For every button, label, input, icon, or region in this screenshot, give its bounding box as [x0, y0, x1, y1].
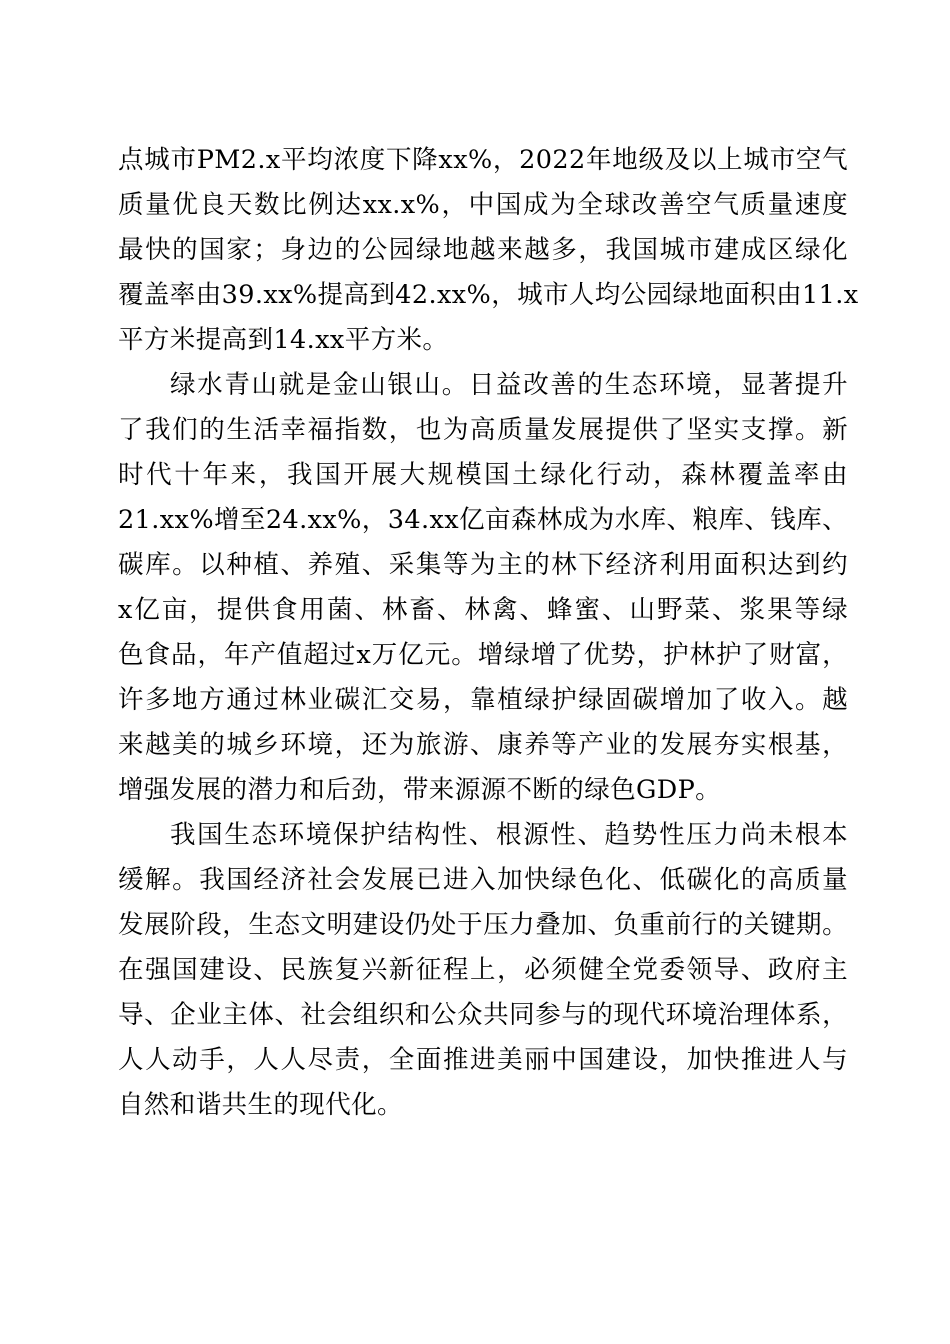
- text-line: 质量优良天数比例达xx.x%，中国成为全球改善空气质量速度: [118, 190, 848, 220]
- text-line: 我国生态环境保护结构性、根源性、趋势性压力尚未根本: [170, 820, 848, 850]
- text-line: 覆盖率由39.xx%提高到42.xx%，城市人均公园绿地面积由11.x: [118, 280, 859, 310]
- text-line: 点城市PM2.x平均浓度下降xx%，2022年地级及以上城市空气: [118, 145, 848, 175]
- text-line: 导、企业主体、社会组织和公众共同参与的现代环境治理体系，: [118, 1000, 848, 1030]
- text-line: 增强发展的潜力和后劲，带来源源不断的绿色GDP。: [118, 775, 722, 805]
- text-line: 色食品，年产值超过x万亿元。增绿增了优势，护林护了财富，: [118, 640, 848, 670]
- text-line: 发展阶段，生态文明建设仍处于压力叠加、负重前行的关键期。: [118, 910, 848, 940]
- text-line: 自然和谐共生的现代化。: [118, 1090, 403, 1120]
- text-line: 来越美的城乡环境，还为旅游、康养等产业的发展夯实根基，: [118, 730, 848, 760]
- text-line: 在强国建设、民族复兴新征程上，必须健全党委领导、政府主: [118, 955, 848, 985]
- text-line: 人人动手，人人尽责，全面推进美丽中国建设，加快推进人与: [118, 1045, 848, 1075]
- text-line: 碳库。以种植、养殖、采集等为主的林下经济利用面积达到约: [118, 550, 848, 580]
- text-line: 缓解。我国经济社会发展已进入加快绿色化、低碳化的高质量: [118, 865, 848, 895]
- text-line: x亿亩，提供食用菌、林畜、林禽、蜂蜜、山野菜、浆果等绿: [118, 595, 848, 625]
- text-line: 绿水青山就是金山银山。日益改善的生态环境，显著提升: [170, 370, 848, 400]
- text-line: 时代十年来，我国开展大规模国土绿化行动，森林覆盖率由: [118, 460, 848, 490]
- text-line: 最快的国家；身边的公园绿地越来越多，我国城市建成区绿化: [118, 235, 848, 265]
- text-line: 平方米提高到14.xx平方米。: [118, 325, 449, 355]
- text-line: 21.xx%增至24.xx%，34.xx亿亩森林成为水库、粮库、钱库、: [118, 505, 848, 535]
- text-line: 了我们的生活幸福指数，也为高质量发展提供了坚实支撑。新: [118, 415, 848, 445]
- text-line: 许多地方通过林业碳汇交易，靠植绿护绿固碳增加了收入。越: [118, 685, 848, 715]
